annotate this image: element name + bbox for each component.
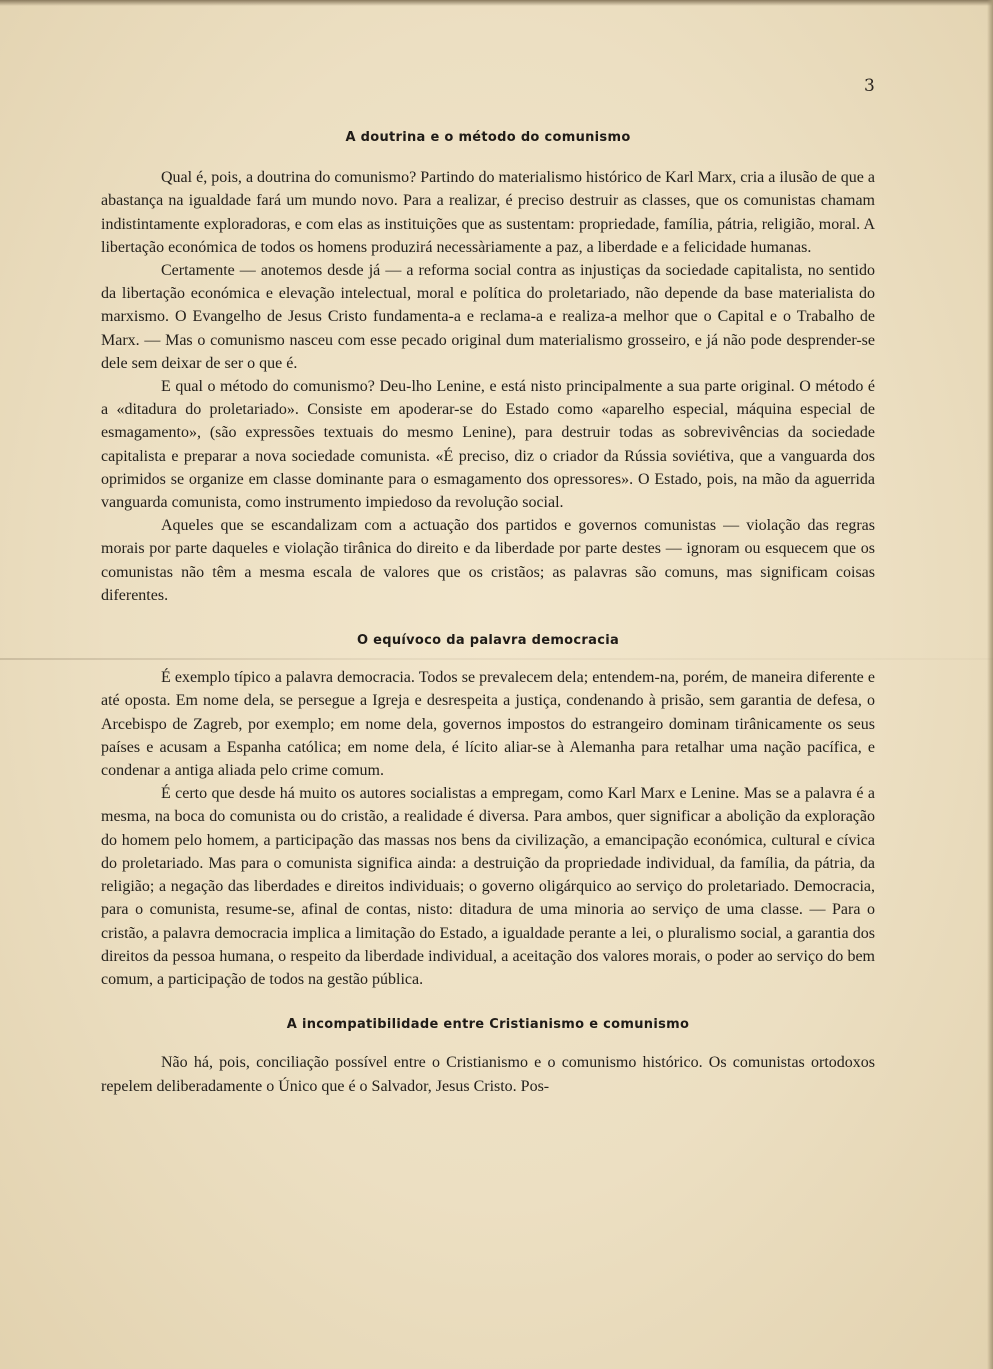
paragraph: Qual é, pois, a doutrina do comunismo? Partindo do materialismo histórico de Karl Marx, cria a ilusão de que a abastança na igualdade fará um mundo novo. Para a realizar, é preciso destruir as classes, que os comunistas chamam indistintamente exploradoras, e com elas as instituições que as sustentam: propriedade, família, pátria, religião, moral. A libertação económica de todos os homens produzirá necessàriamente a paz, a liberdade e a felicidade humanas.: [101, 169, 875, 256]
paragraph: É exemplo típico a palavra democracia. Todos se prevalecem dela; entendem-na, porém, de maneira diferente e até oposta. Em nome dela, se persegue a Igreja e desrespeita a justiça, condenando à prisão, sem garantia de defesa, o Arcebispo de Zagreb, por exemplo; em nome dela, governos impostos do estrangeiro dominam tirânicamente os seus países e acusam a Espanha católica; em nome dela, é lícito aliar-se à Alemanha para retalhar uma nação pacífica, e condenar a antiga aliada pelo crime comum.: [101, 669, 875, 780]
paragraph: Certamente — anotemos desde já — a reforma social contra as injustiças da sociedade capitalista, no sentido da libertação económica e elevação intelectual, moral e política do proletariado, não depende da base materialista do marxismo. O Evangelho de Jesus Cristo fundamenta-a e reclama-a e realiza-a melhor que o Capital e o Trabalho de Marx. — Mas o comunismo nasceu com esse pecado original dum materialismo grosseiro, e já não pode desprender-se dele sem deixar de ser o que é.: [101, 262, 875, 372]
section-title-democracia: O equívoco da palavra democracia: [356, 633, 620, 649]
section-title-incompatibilidade: A incompatibilidade entre Cristianismo e comunismo: [286, 1017, 690, 1033]
section-title-doutrina: A doutrina e o método do comunismo: [345, 130, 631, 145]
page-right-edge: [987, 0, 993, 1369]
paragraph: É certo que desde há muito os autores socialistas a empregam, como Karl Marx e Lenine. Mas se a palavra é a mesma, na boca do comunista ou do cristão, a realidade é diversa. Para ambos, quer significar a abolição da exploração do homem pelo homem, a participação das massas nos bens da civilização, a emancipação económica, cultural e cívica do proletariado. Mas para o comunista significa ainda: a destruição da propriedade individual, da família, da pátria, da religião; a negação das liberdades e direitos individuais; o governo oligárquico ao serviço do proletariado. Democracia, para o comunista, resume-se, afinal de contas, nisto: ditadura de uma minoria ao serviço de uma classe. — Para o cristão, a palavra democracia implica a limitação do Estado, a igualdade perante a lei, o pluralismo social, a garantia dos direitos da pessoa humana, o respeito da liberdade individual, a aceitação dos valores morais, o poder ao serviço do bem comum, a participação de todos na gestão pública.: [101, 785, 875, 988]
paragraph: E qual o método do comunismo? Deu-lho Lenine, e está nisto principalmente a sua parte original. O método é a «ditadura do proletariado». Consiste em apoderar-se do Estado como «aparelho especial, máquina especial de esmagamento», (são expressões textuais do mesmo Lenine), para destruir todas as sobrevivências da sociedade capitalista e preparar a nova sociedade comunista. «É preciso, diz o criador da Rússia soviétiva, que a vanguarda dos oprimidos se organize em classe dominante para o esmagamento dos opressores». O Estado, pois, na mão da aguerrida vanguarda comunista, como instrumento impiedoso da revolução social.: [101, 378, 875, 512]
page-number: 3: [864, 76, 875, 96]
paragraph: Aqueles que se escandalizam com a actuação dos partidos e governos comunistas — violação das regras morais por parte daqueles e violação tirânica do direito e da liberdade por parte destes — ignoram ou esquecem que os comunistas não têm a mesma escala de valores que os cristãos; as palavras são comuns, mas significam coisas diferentes.: [101, 517, 875, 604]
document-body: [101, 126, 875, 1098]
paragraph: Não há, pois, conciliação possível entre o Cristianismo e o comunismo histórico. Os comunistas ortodoxos repelem deliberadamente o Único que é o Salvador, Jesus Cristo. Pos-: [101, 1054, 875, 1095]
page-top-edge: [0, 0, 993, 6]
